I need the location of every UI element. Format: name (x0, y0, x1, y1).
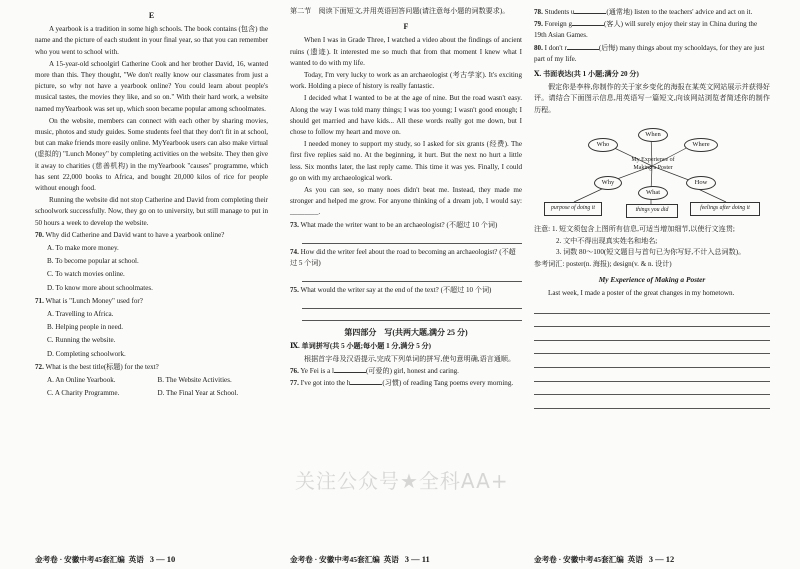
column-3 (534, 6, 770, 409)
essay-first-line: Last week, I made a poster of the great changes in my hometown. (548, 288, 735, 297)
essay-line[interactable] (534, 382, 770, 396)
blank-input[interactable] (567, 49, 599, 50)
paragraph: On the website, members can connect with each other by sharing movies, music, photos and study guides. Some students feel that they don't fit in at school, but can make friends more easily online. MyYearbook users can also make virtual (虚拟的) "Lunch Money" by completing activities on the website. They then give it away to charities (慈善机构) in the myYearbook "causes" programme, which has sent 22,000 books to Africa, and bought 20,000 kilos of rice for people without enough food. (35, 116, 268, 193)
essay-line[interactable] (534, 368, 770, 382)
question-80: 80. I don't r (后悔) many things about my schooldays, for they are just part of my life. (534, 43, 765, 63)
paragraph: Running the website did not stop Catherine and David from completing their schoolwork successfully. Now, they go on to university, but still manage to put in 50 hours a week to develop the website. (35, 196, 268, 227)
blank-input[interactable] (574, 13, 606, 14)
page-number: 3 — 10 (149, 554, 176, 564)
paragraph: A 15-year-old schoolgirl Catherine Cook and her brother David, 16, wanted more than this. They thought, "We don't really know our classmates from just a picture, so why not have a yearbook online? You could learn about people's musical tastes, the movies they like, and so on." With their hard work, a website named myYearbook was set up, which soon became popular among schoolmates. (35, 59, 268, 113)
note: 2. 文中不得出现真实姓名和地名; (556, 237, 658, 246)
option[interactable]: C. Running the website. (47, 336, 116, 345)
part-4-title: 第四部分 写(共两大题,满分 25 分) (344, 328, 468, 338)
option[interactable]: B. To become popular at school. (47, 257, 139, 266)
question-78: 78. Students u (通常地) listen to the teachers' advice and act on it. (534, 8, 753, 16)
vocab-hint: 参考词汇: poster(n. 海报); design(v. & n. 设计) (534, 260, 672, 269)
column-1 (35, 6, 268, 401)
essay-line[interactable] (534, 341, 770, 355)
mind-center: My Experience of Making a Poster (631, 156, 675, 171)
essay-line[interactable] (534, 395, 770, 409)
option[interactable]: C. To watch movies online. (47, 270, 125, 279)
option[interactable]: A. An Online Yearbook. (47, 376, 116, 385)
mind-node-where: Where (684, 138, 718, 152)
page-footer: 金考卷 · 安徽中考45套汇编 英语 3 — 11 (290, 554, 430, 564)
paragraph: Today, I'm very lucky to work as an archaeologist (考古学家). It's exciting work. Holding a piece of history is really fantastic. (290, 71, 522, 91)
section-letter-e: E (148, 11, 155, 20)
essay-line[interactable] (534, 314, 770, 328)
mind-node-who: Who (588, 138, 618, 152)
paragraph: I decided what I wanted to be at the age of nine. But the road wasn't easy. Along the way I was told many things; I was too young; I wasn't good enough; I should get married and have kids... All these words really got me down, but I chose to follow my heart and move on. (290, 94, 522, 137)
question-79: 79. Foreign g (客人) will surely enjoy their stay in China during the 19th Asian Games. (534, 20, 758, 40)
answer-line[interactable] (302, 309, 522, 321)
section-intro: 第二节 阅读下面短文,并用英语回答问题(请注意每小题的词数要求)。 (290, 7, 510, 15)
question-75: 75. What would the writer say at the end of the text? (不超过 10 个词) (290, 286, 492, 295)
spelling-title: Ⅸ. 单词拼写(共 5 小题;每小题 1 分,满分 5 分) (290, 341, 431, 350)
section-letter-f: F (403, 22, 409, 32)
paragraph: When I was in Grade Three, I watched a video about the findings of ancient ruins (遗迹). It interested me so much that from that moment I knew what I wanted to do with my life. (290, 36, 522, 67)
question-71: 71. What is "Lunch Money" used for? (35, 296, 143, 305)
mind-node-how: How (686, 176, 716, 190)
option[interactable]: A. To make more money. (47, 244, 119, 253)
question-77: 77. I've got into the h (习惯) of reading Tang poems every morning. (290, 379, 514, 388)
essay-line[interactable] (534, 300, 770, 314)
mind-box-things: things you did (626, 204, 678, 218)
option[interactable]: C. A Charity Programme. (47, 389, 120, 398)
answer-line[interactable] (302, 270, 522, 282)
option[interactable]: A. Travelling to Africa. (47, 310, 114, 319)
page-number: 3 — 11 (404, 554, 430, 564)
blank-input[interactable] (334, 372, 366, 373)
answer-line[interactable] (302, 297, 522, 309)
paragraph: A yearbook is a tradition in some high schools. The book contains (包含) the name and the picture of each student in your final year, so that you can remember who you went to school with. (35, 25, 268, 56)
question-73: 73. What made the writer want to be an archaeologist? (不超过 10 个词) (290, 220, 498, 229)
paragraph: As you can see, so many noes didn't beat me. Instead, they made me stronger and helped me grow. For anyone thinking of a dream job, I would say: ________. (290, 186, 522, 217)
watermark-text: 关注公众号★全科AA+ (295, 469, 509, 493)
mind-box-purpose: purpose of doing it (544, 202, 602, 216)
mind-node-why: Why (594, 176, 622, 190)
option[interactable]: B. Helping people in need. (47, 323, 124, 332)
mind-box-feelings: feelings after doing it (690, 202, 760, 216)
option[interactable]: D. The Final Year at School. (157, 389, 239, 398)
essay-line[interactable] (534, 354, 770, 368)
question-72: 72. What is the best title(标题) for the text? (35, 362, 159, 371)
note: 3. 词数 80～100(短文题目与首句已为你写好,不计入总词数)。 (556, 248, 746, 257)
option[interactable]: B. The Website Activities. (157, 376, 232, 385)
mind-node-when: When (638, 128, 668, 142)
essay-title: My Experience of Making a Poster (598, 274, 706, 284)
writing-title: Ⅹ. 书面表达(共 1 小题;满分 20 分) (534, 70, 639, 79)
mind-map (534, 120, 770, 220)
options-grid (47, 374, 268, 400)
mind-node-what: What (638, 186, 668, 200)
spelling-instructions: 根据首字母及汉语提示,完成下列单词的拼写,使句意明确,语言通顺。 (304, 354, 516, 363)
page-footer: 金考卷 · 安徽中考45套汇编 英语 3 — 10 (35, 554, 176, 564)
question-76: 76. Ye Fei is a l (可爱的) girl, honest and caring. (290, 367, 459, 376)
writing-prompt: 假定你是李梓,你制作的关于家乡变化的海报在某英文网站展示并获得好评。请结合下面图示信息,用英语写一篇短文,向该网站浏览者简述你的制作历程。 (534, 83, 770, 114)
question-70: 70. Why did Catherine and David want to have a yearbook online? (35, 230, 225, 239)
option[interactable]: D. To know more about schoolmates. (47, 283, 153, 292)
blank-input[interactable] (350, 384, 382, 385)
option[interactable]: D. Completing schoolwork. (47, 349, 126, 358)
page-footer: 金考卷 · 安徽中考45套汇编 英语 3 — 12 (534, 554, 675, 564)
column-2 (290, 6, 522, 390)
page-number: 3 — 12 (648, 554, 675, 564)
paragraph: I needed money to support my study, so I asked for six grants (经费). The first five replies said no. At the beginning, it hurt. But the next no hurt a little less. Six months later, the last reply came. This time it was yes. Finally, I could go on with my archaeological work. (290, 140, 522, 182)
notes: 注意: 1. 短文须包含上图所有信息,可适当增加细节,以使行文连贯; (534, 224, 735, 233)
blank-input[interactable] (572, 25, 604, 26)
answer-line[interactable] (302, 232, 522, 244)
question-74: 74. How did the writer feel about the road to becoming an archaeologist? (不超过 5 个词) (290, 247, 516, 268)
essay-line[interactable] (534, 327, 770, 341)
